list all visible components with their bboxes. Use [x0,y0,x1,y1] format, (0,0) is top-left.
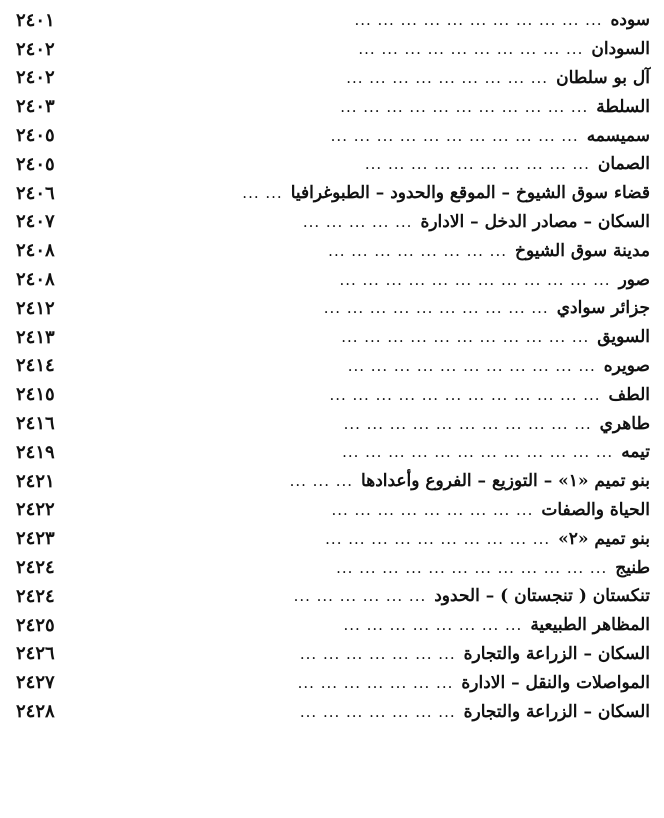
entry-page-number: ٢٤٢٣ [16,528,55,550]
entry-page-number: ٢٤٢٤ [16,557,55,579]
entry-page-number: ٢٤٢٧ [16,672,55,694]
dot-leader: ... ... ... ... ... ... [293,587,427,606]
toc-entry [16,640,650,669]
toc-entry [16,553,650,582]
toc-entry [16,208,650,237]
toc-entry [16,294,650,323]
dot-leader: ... ... ... ... ... ... ... ... ... [331,500,534,519]
entry-title: بنو تميم «١» – التوزيع – الفروع وأعدادها [361,471,650,492]
entry-page-number: ٢٤٠٨ [16,240,55,262]
entry-page-number: ٢٤٠٦ [16,182,55,204]
entry-title: المواصلات والنقل – الادارة [461,672,650,693]
toc-entry [16,121,650,150]
toc-entry [16,496,650,525]
toc-entry [16,35,650,64]
entry-page-number: ٢٤٢٢ [16,499,55,521]
dot-leader: ... ... ... ... ... ... ... ... ... ... [325,529,551,548]
toc-entry [16,438,650,467]
toc-entry [16,352,650,381]
entry-page-number: ٢٤٠٢ [16,38,55,60]
entry-title: السويق [597,327,650,348]
toc-entry [16,524,650,553]
dot-leader: ... ... ... ... ... ... ... ... ... ... ... [347,356,596,375]
entry-title: الصمان [597,154,650,175]
toc-entry [16,668,650,697]
entry-page-number: ٢٤١٣ [16,326,55,348]
entry-title: آل بو سلطان [556,67,650,88]
toc-entry [16,236,650,265]
entry-page-number: ٢٤٠١ [16,9,55,31]
toc-entry [16,697,650,726]
entry-title: مدينة سوق الشيوخ [514,240,650,261]
dot-leader: ... ... ... ... ... ... ... ... ... ... ... [343,414,592,433]
entry-page-number: ٢٤٠٣ [16,96,55,118]
entry-title: جزائر سوادي [556,298,650,319]
entry-title: بنو تميم «٢» [558,528,650,549]
entry-page-number: ٢٤٠٨ [16,269,55,291]
dot-leader: ... ... ... ... ... ... ... ... ... ... ... [341,328,590,347]
dot-leader: ... ... ... ... ... ... ... ... ... [346,68,549,87]
dot-leader: ... ... ... ... ... ... ... ... ... ... ... ... [342,443,614,462]
toc-entry [16,265,650,294]
toc-entry [16,611,650,640]
dot-leader: ... ... ... ... ... [302,212,413,231]
entry-title: السودان [591,39,650,60]
entry-page-number: ٢٤٢١ [16,470,55,492]
entry-title: تنكستان ( تنجستان ) – الحدود [434,586,650,607]
toc-entry [16,150,650,179]
toc-entry [16,92,650,121]
entry-title: الحياة والصفات [541,499,650,520]
dot-leader: ... ... ... ... ... ... ... ... ... ... ... ... [329,385,601,404]
toc-entry [16,323,650,352]
dot-leader: ... ... ... ... ... ... ... ... ... ... [358,40,584,59]
dot-leader: ... ... ... ... ... ... ... ... [343,616,523,635]
entry-title: السكان – الزراعة والتجارة [463,643,650,664]
toc-entry [16,582,650,611]
dot-leader: ... ... ... ... ... ... ... ... [328,241,507,260]
dot-leader: ... ... [242,184,283,203]
dot-leader: ... ... ... ... ... ... ... ... ... ... [323,299,549,318]
toc-entry [16,64,650,93]
dot-leader: ... ... ... ... ... ... ... ... ... ... ... [330,126,579,145]
dot-leader: ... ... ... ... ... ... ... ... ... ... ... [354,11,603,30]
toc-entry [16,6,650,35]
entry-page-number: ٢٤١٥ [16,384,55,406]
toc-entry [16,467,650,496]
entry-title: طاهري [599,413,650,434]
dot-leader: ... ... ... ... ... ... ... [297,673,454,692]
dot-leader: ... ... ... ... ... ... ... ... ... ... ... [340,97,589,116]
entry-page-number: ٢٤٢٤ [16,585,55,607]
entry-title: المظاهر الطبيعية [530,615,650,636]
entry-page-number: ٢٤١٦ [16,413,55,435]
dot-leader: ... ... ... ... ... ... ... [299,644,456,663]
entry-title: صويره [603,355,650,376]
entry-page-number: ٢٤٢٦ [16,643,55,665]
entry-page-number: ٢٤٠٧ [16,211,55,233]
toc-entry [16,380,650,409]
entry-title: السكان – مصادر الدخل – الادارة [420,211,650,232]
toc-entry [16,409,650,438]
entry-page-number: ٢٤٠٥ [16,153,55,175]
entry-title: السلطة [596,96,650,117]
entry-page-number: ٢٤٢٥ [16,614,55,636]
entry-title: صور [618,269,650,290]
entry-title: الطف [608,384,650,405]
entry-page-number: ٢٤١٩ [16,441,55,463]
entry-title: قضاء سوق الشيوخ – الموقع والحدود – الطبوغرافيا [290,183,650,204]
dot-leader: ... ... ... [289,472,354,491]
entry-title: سميسمه [586,125,650,146]
entry-page-number: ٢٤١٤ [16,355,55,377]
entry-title: طنيج [615,557,650,578]
toc-entry [16,179,650,208]
entry-page-number: ٢٤١٢ [16,297,55,319]
table-of-contents [16,6,650,812]
entry-title: سوده [610,10,650,31]
dot-leader: ... ... ... ... ... ... ... ... ... ... ... ... [339,270,611,289]
dot-leader: ... ... ... ... ... ... ... ... ... ... [364,155,590,174]
entry-page-number: ٢٤٠٢ [16,67,55,89]
entry-page-number: ٢٤٢٨ [16,701,55,723]
dot-leader: ... ... ... ... ... ... ... [299,702,456,721]
dot-leader: ... ... ... ... ... ... ... ... ... ... ... ... [336,558,608,577]
entry-title: تيمه [621,442,650,463]
entry-title: السكان – الزراعة والتجارة [463,701,650,722]
entry-page-number: ٢٤٠٥ [16,125,55,147]
